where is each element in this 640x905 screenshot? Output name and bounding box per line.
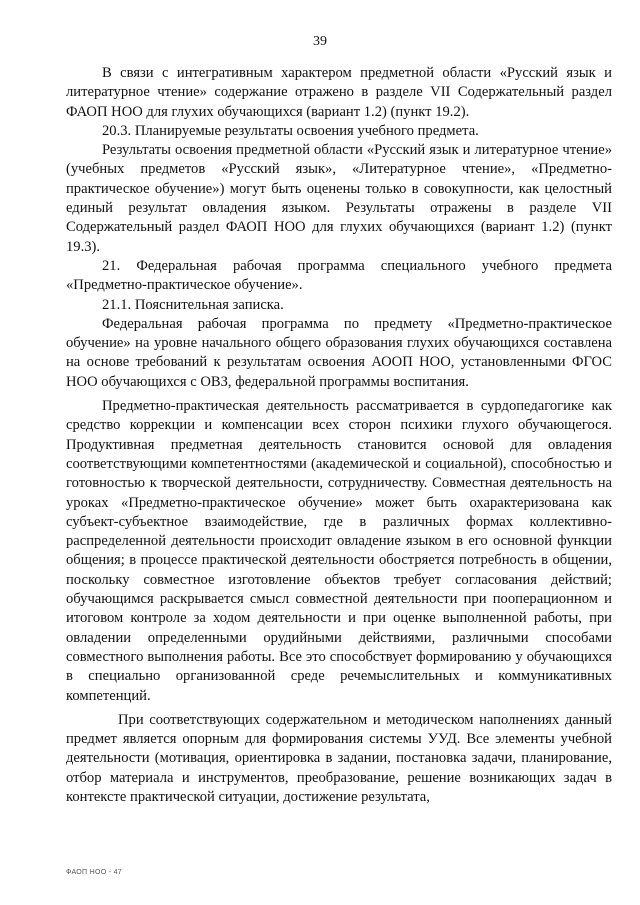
- footer-document-code: ФАОП НОО - 47: [66, 869, 122, 876]
- paragraph-uud-support: При соответствующих содержательном и методическом наполнениях данный предмет является опорным для формирования системы УУД. Все элементы учебной деятельности (мотивация, ориентировка в задании, постановка задачи, планирование, отбор материала и инструментов, преобразование, решение возникающих задач в контексте практической ситуации, достижение результата,: [66, 711, 612, 805]
- paragraph-program-basis: Федеральная рабочая программа по предмету «Предметно-практическое обучение» на уровне начального общего образования глухих обучающихся составлена на основе требований к результатам освоения АООП НОО, установленными ФГОС НОО обучающихся с ОВЗ, федеральной программы воспитания.: [66, 315, 612, 390]
- paragraph-integrative-note: В связи с интегративным характером предметной области «Русский язык и литературное чтение» содержание отражено в разделе VII Содержательный раздел ФАОП НОО для глухих обучающихся (вариант 1.2) (пункт 19.2).: [66, 65, 612, 120]
- section-heading-planned-results: 20.3. Планируемые результаты освоения учебного предмета.: [102, 122, 479, 139]
- paragraph-results: Результаты освоения предметной области «Русский язык и литературное чтение» (учебных предметов «Русский язык», «Литературное чтение», «Предметно-практическое обучение») могут быть оценены только в совокупности, как целостный единый результат овладения языком. Результаты отражены в разделе VII Содержательный раздел ФАОП НОО для глухих обучающихся (вариант 1.2) (пункт 19.3).: [66, 142, 612, 255]
- section-heading-program: 21. Федеральная рабочая программа специального учебного предмета «Предметно-практическое обучение».: [66, 257, 612, 294]
- page-number: 39: [313, 34, 327, 49]
- document-body: [66, 64, 612, 807]
- paragraph-practical-activity: Предметно-практическая деятельность рассматривается в сурдопедагогике как средство коррекции и компенсации всех сторон психики глухого обучающегося. Продуктивная предметная деятельность становится основой для овладения соответствующими компетентностями (академической и социальной), способностью и готовностью к творческой деятельности, сотрудничеству. Совместная деятельность на уроках «Предметно-практическое обучение» может быть охарактеризована как субъект-субъектное взаимодействие, где в различных формах коллективно-распределенной деятельности происходит овладение языком в его основной функции общения; в процессе практической деятельности обостряется потребность в общении, поскольку совместное изготовление объектов требует согласования действий; обучающимся раскрывается смысл совместной деятельности при пооперационном и итоговом контроле за ходом деятельности и при оценке выполненной работы, при овладении определенными орудийными действиями, различными способами совместного выполнения работы. Все это способствует формированию у обучающихся в специально организованной среде речемыслительных и коммуникативных компетенций.: [66, 398, 612, 704]
- section-heading-explanatory-note: 21.1. Пояснительная записка.: [102, 296, 284, 313]
